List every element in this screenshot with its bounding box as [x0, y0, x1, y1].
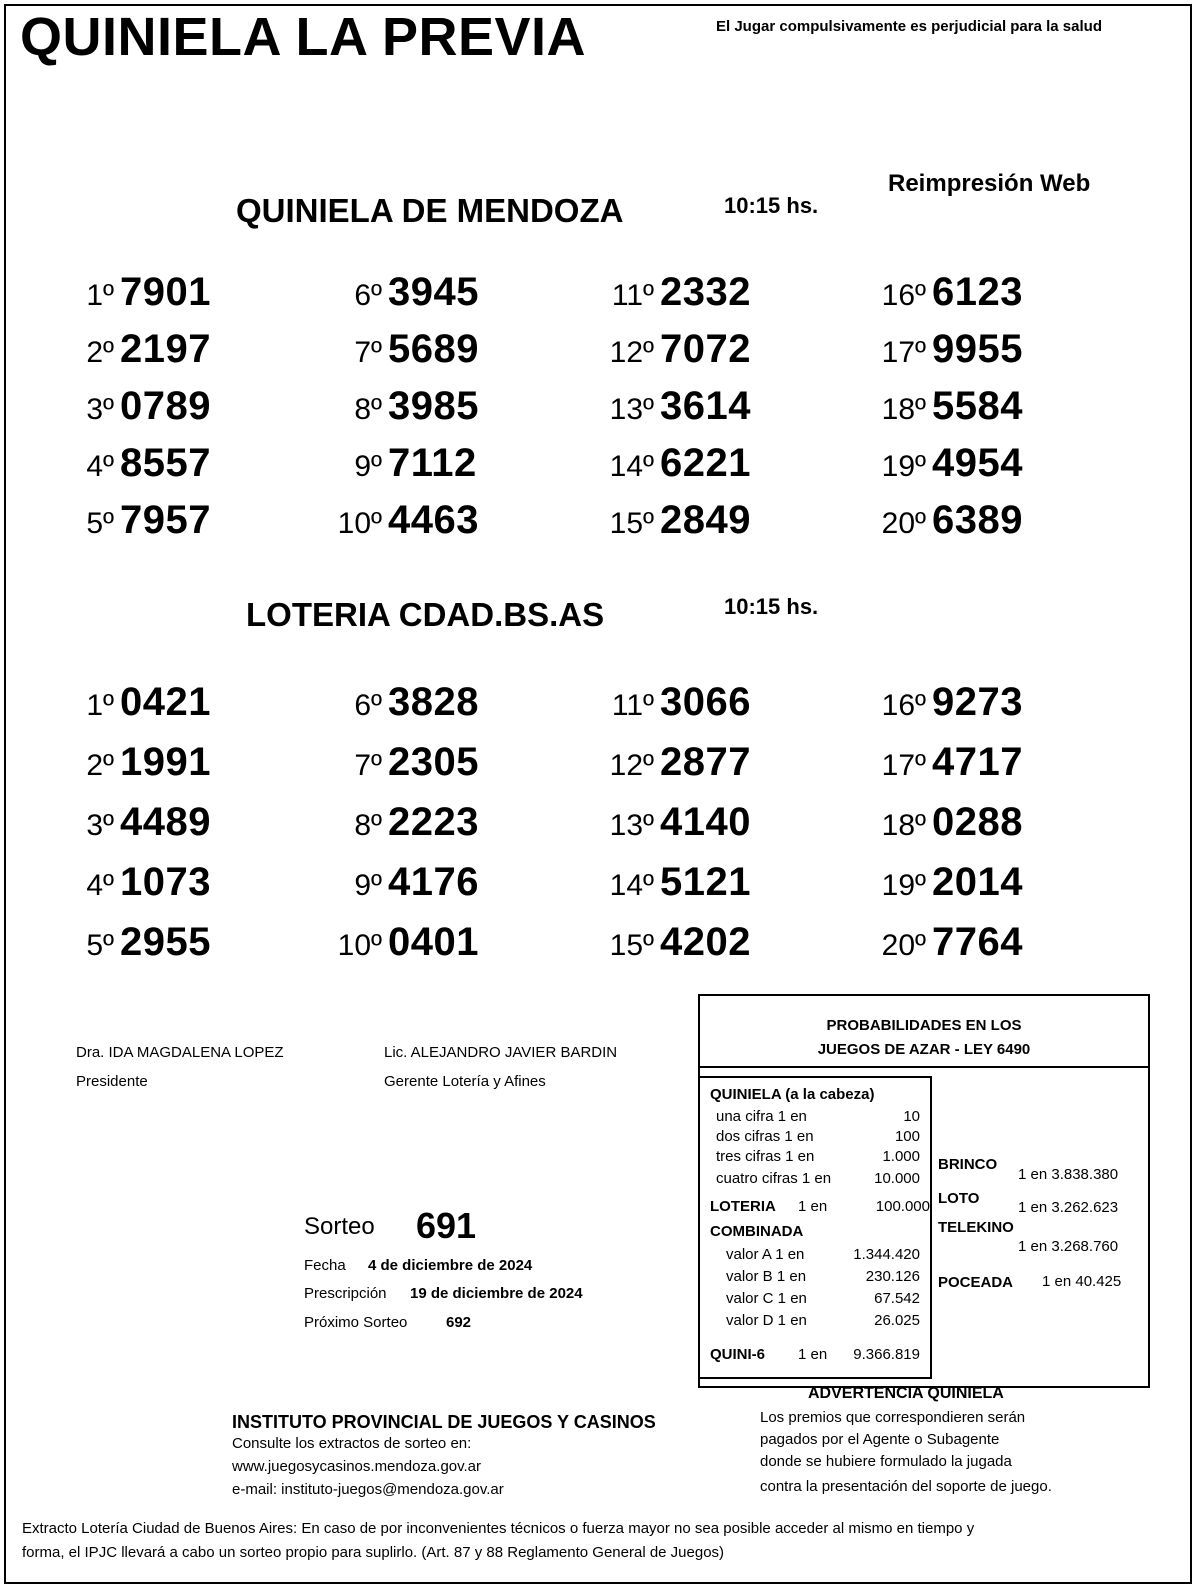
prob-row-value: 67.542 [874, 1290, 920, 1307]
result-position: 9º [354, 450, 382, 483]
prob-row-label: una cifra 1 en [716, 1108, 807, 1125]
result-cell [54, 800, 211, 845]
result-cell [594, 498, 751, 543]
poceada-label: POCEADA [938, 1274, 1014, 1291]
result-number: 2197 [120, 327, 211, 371]
result-position: 18º [881, 393, 926, 426]
prob-row-value: 1.344.420 [853, 1246, 920, 1263]
advertencia-line: pagados por el Agente o Subagente [760, 1431, 1000, 1448]
result-cell [322, 327, 479, 372]
probabilities-heading-line-2: JUEGOS DE AZAR - LEY 6490 [817, 1041, 1031, 1058]
result-position: 3º [86, 393, 114, 426]
prob-row-value: 26.025 [874, 1312, 920, 1329]
result-number: 3985 [388, 384, 479, 428]
prescripcion-label: Prescripción [304, 1285, 387, 1302]
prescripcion-value: 19 de diciembre de 2024 [410, 1285, 583, 1302]
result-cell [54, 860, 211, 905]
result-position: 17º [881, 336, 926, 369]
result-position: 14º [609, 869, 654, 902]
loteria-prob-label: LOTERIA [710, 1198, 776, 1215]
result-number: 4140 [660, 800, 751, 844]
loteria-prob-value: 100.000 [875, 1198, 930, 1215]
quiniela-prob-title: QUINIELA (a la cabeza) [710, 1086, 875, 1103]
loteria-prob-mid: 1 en [798, 1198, 828, 1215]
result-number: 9273 [932, 680, 1023, 724]
result-number: 6123 [932, 270, 1023, 314]
result-number: 5584 [932, 384, 1023, 428]
result-position: 20º [881, 507, 926, 540]
result-position: 16º [881, 279, 926, 312]
result-position: 13º [609, 809, 654, 842]
prob-row-value: 10 [903, 1108, 920, 1125]
result-cell [594, 327, 751, 372]
result-number: 2849 [660, 498, 751, 542]
instituto-title: INSTITUTO PROVINCIAL DE JUEGOS Y CASINOS [232, 1412, 656, 1432]
result-cell [594, 740, 751, 785]
result-cell [54, 270, 211, 315]
advertencia-title: ADVERTENCIA QUINIELA [808, 1385, 1004, 1402]
result-number: 5121 [660, 860, 751, 904]
sorteo-number: 691 [416, 1205, 477, 1246]
result-number: 2955 [120, 920, 211, 964]
result-cell [322, 441, 477, 486]
result-cell [866, 441, 1023, 486]
probabilities-divider [700, 1066, 1148, 1068]
result-position: 10º [337, 507, 382, 540]
prob-row-label: valor C 1 en [726, 1290, 807, 1307]
sorteo-label: Sorteo [304, 1213, 375, 1240]
brinco-label: BRINCO [938, 1156, 998, 1173]
result-position: 7º [354, 749, 382, 782]
result-cell [866, 860, 1023, 905]
result-number: 7112 [388, 441, 477, 485]
prob-row-label: dos cifras 1 en [716, 1128, 814, 1145]
result-cell [54, 740, 211, 785]
quini6-mid: 1 en [798, 1346, 828, 1363]
result-number: 0789 [120, 384, 211, 428]
result-cell [322, 800, 479, 845]
result-position: 12º [609, 749, 654, 782]
signer-left-role: Presidente [76, 1073, 148, 1090]
result-position: 11º [611, 689, 654, 722]
health-warning: El Jugar compulsivamente es perjudicial para la salud [716, 18, 1102, 35]
result-cell [322, 680, 479, 725]
result-position: 11º [611, 279, 654, 312]
quini6-value: 9.366.819 [853, 1346, 920, 1363]
result-cell [322, 740, 479, 785]
result-number: 4463 [388, 498, 479, 542]
result-cell [866, 680, 1023, 725]
result-cell [322, 498, 479, 543]
instituto-email-link[interactable]: e-mail: instituto-juegos@mendoza.gov.ar [232, 1481, 504, 1498]
result-position: 5º [86, 507, 114, 540]
result-position: 6º [354, 689, 382, 722]
page-title: QUINIELA LA PREVIA [20, 7, 587, 67]
result-cell [594, 800, 751, 845]
result-cell [866, 327, 1023, 372]
result-number: 0421 [120, 680, 211, 724]
prob-row-label: valor A 1 en [726, 1246, 805, 1263]
result-number: 2305 [388, 740, 479, 784]
prob-row-label: tres cifras 1 en [716, 1148, 815, 1165]
loteria-time: 10:15 hs. [724, 594, 819, 619]
result-cell [866, 384, 1023, 429]
result-number: 7764 [932, 920, 1023, 964]
result-number: 7901 [120, 270, 211, 314]
prob-row-label: cuatro cifras 1 en [716, 1170, 832, 1187]
prob-row-label: valor B 1 en [726, 1268, 807, 1285]
signer-right-role: Gerente Lotería y Afines [384, 1073, 546, 1090]
prob-row-value: 1.000 [882, 1148, 920, 1165]
quini6-label: QUINI-6 [710, 1346, 766, 1363]
advertencia-line: Los premios que correspondieren serán [760, 1409, 1026, 1426]
result-number: 2332 [660, 270, 751, 314]
result-number: 8557 [120, 441, 211, 485]
probabilities-box [698, 994, 1150, 1388]
result-position: 10º [337, 929, 382, 962]
result-number: 4954 [932, 441, 1023, 485]
result-cell [866, 270, 1023, 315]
result-position: 6º [354, 279, 382, 312]
result-number: 7957 [120, 498, 211, 542]
telekino-label: TELEKINO [938, 1219, 1014, 1236]
advertencia-line: donde se hubiere formulado la jugada [760, 1453, 1012, 1470]
fecha-value: 4 de diciembre de 2024 [368, 1257, 533, 1274]
result-cell [54, 498, 211, 543]
result-number: 2014 [932, 860, 1023, 904]
proximo-label: Próximo Sorteo [304, 1314, 408, 1331]
probabilities-left-panel [700, 1076, 932, 1379]
fecha-label: Fecha [304, 1257, 346, 1274]
result-number: 4489 [120, 800, 211, 844]
result-cell [866, 920, 1023, 965]
result-cell [594, 384, 751, 429]
result-position: 15º [609, 929, 654, 962]
signer-right-name: Lic. ALEJANDRO JAVIER BARDIN [384, 1044, 618, 1061]
footer-line-2: forma, el IPJC llevará a cabo un sorteo propio para suplirlo. (Art. 87 y 88 Reglamento General de Juegos) [22, 1544, 725, 1561]
result-number: 1073 [120, 860, 211, 904]
result-number: 4717 [932, 740, 1023, 784]
result-cell [322, 270, 479, 315]
probabilities-heading-line-1: PROBABILIDADES EN LOS [826, 1017, 1022, 1034]
result-position: 20º [881, 929, 926, 962]
result-position: 7º [354, 336, 382, 369]
result-position: 8º [354, 393, 382, 426]
combinada-title: COMBINADA [710, 1223, 804, 1240]
result-cell [54, 384, 211, 429]
result-number: 2223 [388, 800, 479, 844]
result-cell [54, 441, 211, 486]
result-number: 5689 [388, 327, 479, 371]
loto-value: 1 en 3.262.623 [1018, 1199, 1119, 1216]
result-position: 4º [86, 869, 114, 902]
result-number: 6389 [932, 498, 1023, 542]
result-cell [322, 384, 479, 429]
result-cell [866, 498, 1023, 543]
result-position: 13º [609, 393, 654, 426]
result-cell [54, 327, 211, 372]
prob-row-value: 230.126 [865, 1268, 920, 1285]
result-position: 19º [881, 869, 926, 902]
result-position: 9º [354, 869, 382, 902]
probabilities-heading [700, 1014, 1148, 1062]
result-position: 16º [881, 689, 926, 722]
instituto-consult: Consulte los extractos de sorteo en: [232, 1435, 472, 1452]
result-number: 4176 [388, 860, 479, 904]
result-position: 18º [881, 809, 926, 842]
result-number: 1991 [120, 740, 211, 784]
result-number: 3828 [388, 680, 479, 724]
prob-row-value: 100 [894, 1128, 920, 1145]
result-position: 17º [881, 749, 926, 782]
result-position: 3º [86, 809, 114, 842]
result-position: 4º [86, 450, 114, 483]
prob-row-value: 10.000 [874, 1170, 920, 1187]
footer-line-1: Extracto Lotería Ciudad de Buenos Aires: En caso de por inconvenientes técnicos o fuerza mayor no sea posible acceder al mismo en tiempo y [22, 1520, 975, 1537]
result-cell [594, 860, 751, 905]
result-position: 8º [354, 809, 382, 842]
result-position: 5º [86, 929, 114, 962]
result-position: 15º [609, 507, 654, 540]
loto-label: LOTO [938, 1190, 980, 1207]
result-number: 3945 [388, 270, 479, 314]
result-cell [594, 270, 751, 315]
advertencia-line: contra la presentación del soporte de juego. [760, 1478, 1052, 1495]
result-position: 2º [86, 336, 114, 369]
result-number: 9955 [932, 327, 1023, 371]
result-cell [594, 920, 751, 965]
result-position: 19º [881, 450, 926, 483]
result-number: 7072 [660, 327, 751, 371]
result-cell [322, 920, 479, 965]
telekino-value: 1 en 3.268.760 [1018, 1238, 1119, 1255]
result-number: 4202 [660, 920, 751, 964]
reprint-label: Reimpresión Web [888, 170, 1091, 197]
result-cell [54, 680, 211, 725]
result-number: 3066 [660, 680, 751, 724]
instituto-website-link[interactable]: www.juegosycasinos.mendoza.gov.ar [232, 1458, 482, 1475]
result-number: 0401 [388, 920, 479, 964]
proximo-value: 692 [446, 1314, 472, 1331]
result-position: 2º [86, 749, 114, 782]
loteria-title: LOTERIA CDAD.BS.AS [246, 596, 605, 633]
result-cell [866, 800, 1023, 845]
brinco-value: 1 en 3.838.380 [1018, 1166, 1119, 1183]
result-number: 3614 [660, 384, 751, 428]
mendoza-title: QUINIELA DE MENDOZA [236, 192, 624, 229]
signer-left-name: Dra. IDA MAGDALENA LOPEZ [76, 1044, 284, 1061]
result-position: 1º [86, 279, 114, 312]
result-number: 6221 [660, 441, 751, 485]
prob-row-label: valor D 1 en [726, 1312, 807, 1329]
result-cell [594, 441, 751, 486]
result-cell [54, 920, 211, 965]
mendoza-time: 10:15 hs. [724, 193, 819, 218]
result-cell [866, 740, 1023, 785]
result-cell [322, 860, 479, 905]
result-position: 1º [86, 689, 114, 722]
result-cell [594, 680, 751, 725]
result-position: 12º [609, 336, 654, 369]
poceada-value: 1 en 40.425 [1042, 1273, 1122, 1290]
result-number: 0288 [932, 800, 1023, 844]
result-position: 14º [609, 450, 654, 483]
result-number: 2877 [660, 740, 751, 784]
